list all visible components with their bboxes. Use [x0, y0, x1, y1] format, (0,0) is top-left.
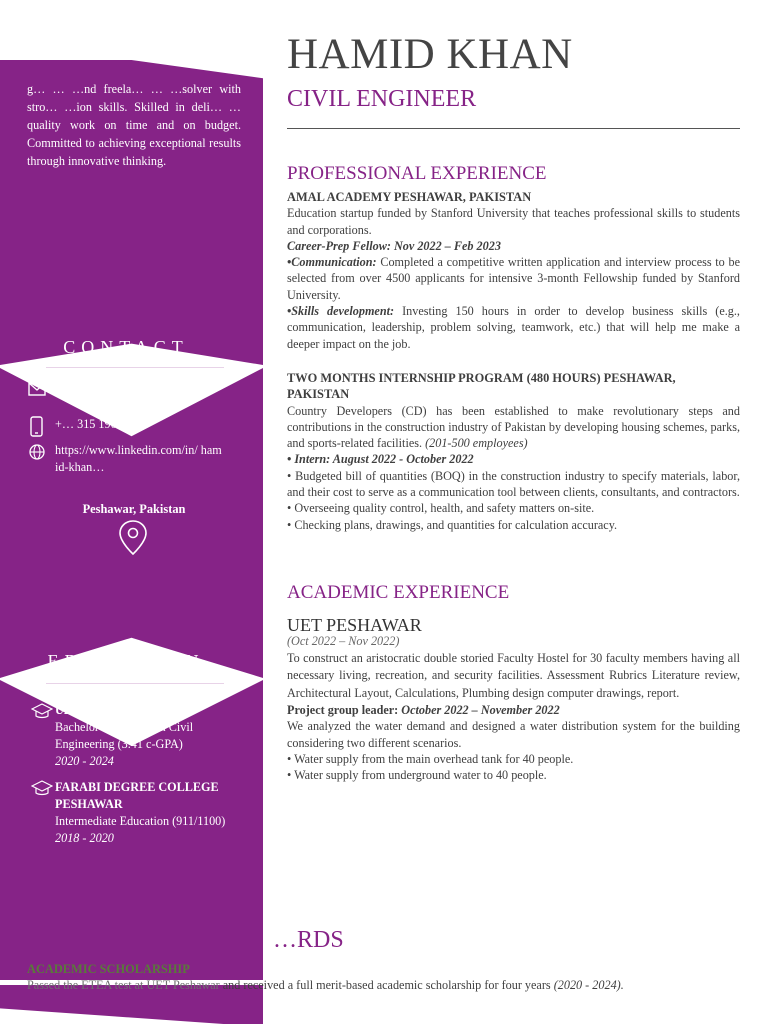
email-icon	[27, 379, 49, 399]
contact-linkedin-row[interactable]	[27, 442, 225, 476]
company-size: (201-500 employees)	[425, 436, 528, 451]
candidate-title: CIVIL ENGINEER	[287, 86, 477, 112]
job-bullet	[287, 303, 740, 352]
job-role: Career-Prep Fellow: Nov 2022 – Feb 2023	[287, 238, 501, 253]
contact-linkedin[interactable]: https://www.linkedin.com/in/ hamid-khan…	[55, 443, 222, 474]
job-role: • Intern: August 2022 - October 2022	[287, 452, 474, 467]
job-bullet-label: •Communication:	[287, 255, 377, 270]
sidebar	[0, 0, 263, 1024]
education-years: 2018 - 2020	[55, 831, 114, 845]
award-description-dim: Passed the ETEA test at UET Peshawar	[27, 978, 223, 992]
job-bullet-text: Completed a competitive written application and interview process to be selected from over 4500 applicants for intensive 3-month Fellowship funded by Stanford University.	[287, 255, 740, 302]
job-description: Education startup funded by Stanford University that teaches professional skills to students and corporations.	[287, 206, 740, 237]
contact-location: Peshawar, Pakistan	[82, 502, 186, 516]
education-institution: FARABI DEGREE COLLEGE PESHAWAR	[55, 780, 219, 811]
academic-dates: (Oct 2022 – Nov 2022)	[287, 634, 400, 649]
graduation-cap-icon	[31, 779, 53, 802]
award-years: (2020 - 2024).	[553, 978, 624, 992]
candidate-name: HAMID KHAN	[287, 31, 573, 78]
education-divider	[46, 683, 224, 684]
job-amal-academy	[287, 189, 740, 352]
leader-dates: October 2022 – November 2022	[401, 703, 560, 718]
job-bullet-label: •Skills development:	[287, 304, 395, 319]
award-description-text: and received a full merit-based academic scholarship for four years	[222, 978, 554, 992]
job-bullet	[287, 254, 740, 303]
academic-bullet: • Water supply from underground water to 40 people.	[287, 768, 547, 783]
job-bullet-text: Investing 150 hours in order to develop business skills (e.g., communication, leadership, problem solving, teamwork, etc.) that will help me make a deeper impact on the job.	[287, 304, 740, 351]
job-description	[287, 403, 740, 452]
award-description	[27, 978, 747, 993]
contact-phone-row[interactable]	[27, 416, 225, 436]
phone-icon	[27, 416, 49, 436]
job-bullet: • Budgeted bill of quantities (BOQ) in the construction industry to specify materials, labor, and their cost to serve as a communication tool between clients, consultants, and contractors.	[287, 468, 740, 500]
education-heading: EDUCATION	[47, 651, 205, 671]
education-item	[31, 779, 240, 847]
education-degree: Intermediate Education (911/1100)	[55, 814, 226, 828]
contact-phone[interactable]: +… 315 1908312	[55, 417, 142, 431]
academic-school: UET PESHAWAR	[287, 615, 422, 635]
education-institution: UET PESHAWAR	[55, 703, 151, 717]
contact-email[interactable]: Hamidkhans101@gmail.com	[55, 380, 198, 394]
awards-heading: …RDS	[273, 927, 344, 953]
contact-email-row[interactable]	[27, 379, 225, 399]
education-degree: Bachelor of Science in Civil Engineering (3.41 c-GPA)	[55, 720, 194, 751]
award-name: ACADEMIC SCHOLARSHIP	[27, 962, 190, 976]
graduation-cap-icon	[31, 702, 53, 725]
academic-description-2: We analyzed the water demand and designed a water distribution system for the building considering two different scenarios.	[287, 719, 740, 750]
contact-divider	[46, 367, 224, 368]
job-organization: AMAL ACADEMY PESHAWAR, PAKISTAN	[287, 190, 532, 204]
job-description-text: Country Developers (CD) has been established to make revolutionary steps and contributions in the construction industry of Pakistan by developing housing schemes, parks, and sports-related facilities.	[287, 403, 740, 451]
academic-description: To construct an aristocratic double storied Faculty Hostel for 30 faculty members having all necessary living, recreation, and security facilities. Assessment Rubrics Literature review, Architectural Layout, Calculations, Plumbing design computer drawings, report.	[287, 650, 740, 700]
professional-experience-heading: PROFESSIONAL EXPERIENCE	[287, 163, 547, 184]
job-bullet: • Checking plans, drawings, and quantities for calculation accuracy.	[287, 517, 618, 532]
job-bullet: • Overseeing quality control, health, and safety matters on-site.	[287, 501, 595, 516]
header-divider	[287, 128, 740, 129]
globe-icon	[27, 442, 49, 462]
leader-label: Project group leader:	[287, 703, 402, 718]
academic-bullet: • Water supply from the main overhead tank for 40 people.	[287, 751, 574, 766]
academic-experience-heading: ACADEMIC EXPERIENCE	[287, 582, 510, 603]
education-item	[31, 702, 240, 770]
contact-heading: CONTACT	[63, 337, 189, 357]
job-internship	[287, 370, 740, 533]
location-pin-icon	[118, 519, 148, 562]
education-years: 2020 - 2024	[55, 754, 114, 768]
academic-uet	[287, 617, 740, 784]
profile-summary: g… … …nd freela… … …solver with stro… …ion skills. Skilled in deli… …quality work on time and on budget. Committed to achieving exceptional results through innovative thinking.	[27, 82, 241, 168]
job-organization: TWO MONTHS INTERNSHIP PROGRAM (480 HOURS) PESHAWAR, PAKISTAN	[287, 371, 676, 402]
